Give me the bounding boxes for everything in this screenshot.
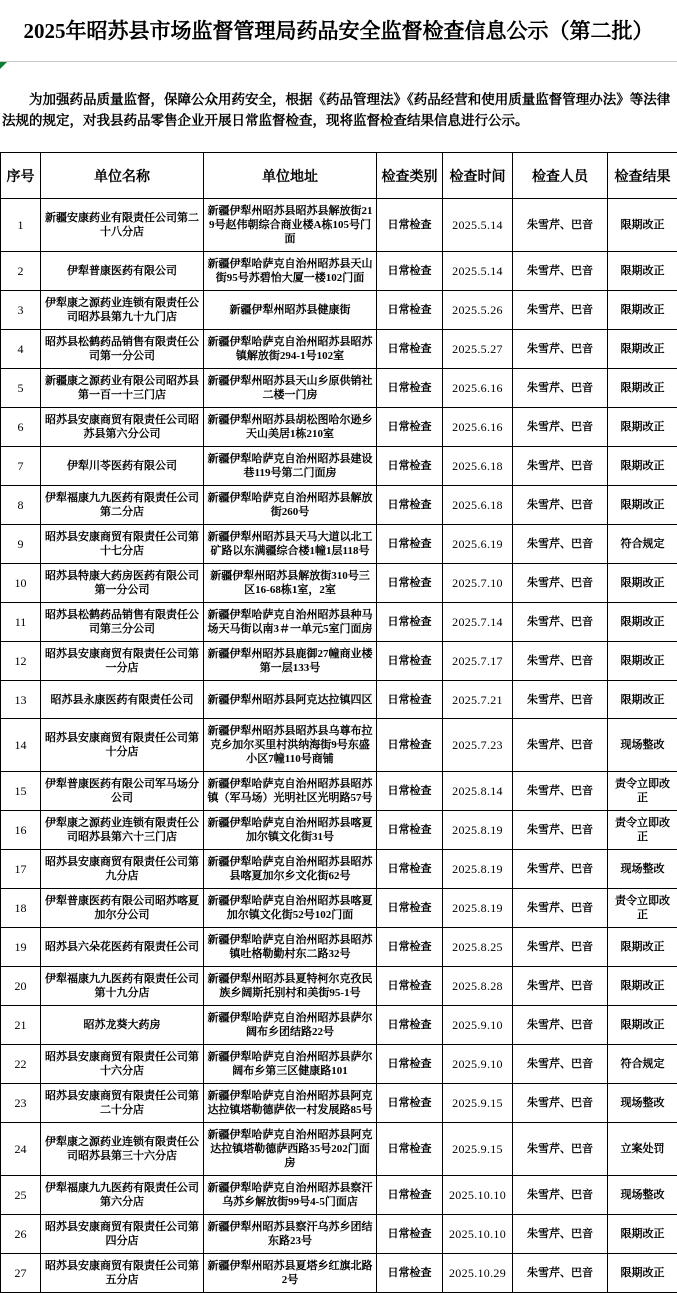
inspection-type-cell: 日常检查: [377, 525, 443, 564]
table-row: [1, 199, 677, 252]
unit-address-cell: 新疆伊犁州昭苏县夏塔乡红旗北路2号: [204, 1254, 377, 1293]
cell-corner-marker-icon: [0, 62, 7, 69]
unit-name-cell: 昭苏县安康商贸有限责任公司第四分店: [41, 1215, 204, 1254]
inspection-date-cell: 2025.9.15: [443, 1123, 513, 1176]
inspectors-cell: 朱雪芹、巴音: [513, 1006, 608, 1045]
inspection-date-cell: 2025.6.16: [443, 408, 513, 447]
unit-name-cell: 伊犁康之源药业连锁有限责任公司昭苏县第九十九门店: [41, 291, 204, 330]
row-index: 17: [1, 850, 41, 889]
row-index: 20: [1, 967, 41, 1006]
row-index: 19: [1, 928, 41, 967]
row-index: 4: [1, 330, 41, 369]
col-header-address: 单位地址: [204, 153, 377, 199]
unit-name-cell: 昭苏县特康大药房医药有限公司第一分公司: [41, 564, 204, 603]
table-row: [1, 408, 677, 447]
inspection-date-cell: 2025.7.21: [443, 681, 513, 719]
inspectors-cell: 朱雪芹、巴音: [513, 719, 608, 772]
table-row: [1, 850, 677, 889]
inspection-date-cell: 2025.8.19: [443, 811, 513, 850]
inspectors-cell: 朱雪芹、巴音: [513, 811, 608, 850]
inspection-result-cell: 责令立即改正: [608, 772, 677, 811]
inspectors-cell: 朱雪芹、巴音: [513, 889, 608, 928]
inspection-result-cell: 责令立即改正: [608, 811, 677, 850]
unit-address-cell: 新疆伊犁州昭苏县察汗乌苏乡团结东路23号: [204, 1215, 377, 1254]
inspection-date-cell: 2025.10.10: [443, 1176, 513, 1215]
inspection-table: [0, 152, 677, 1293]
inspection-result-cell: 限期改正: [608, 369, 677, 408]
inspectors-cell: 朱雪芹、巴音: [513, 1176, 608, 1215]
inspectors-cell: 朱雪芹、巴音: [513, 564, 608, 603]
row-index: 16: [1, 811, 41, 850]
inspectors-cell: 朱雪芹、巴音: [513, 928, 608, 967]
table-row: [1, 1176, 677, 1215]
inspectors-cell: 朱雪芹、巴音: [513, 330, 608, 369]
table-body: [1, 199, 677, 1293]
unit-address-cell: 新疆伊犁州昭苏县天马大道以北工矿路以东满疆综合楼1幢1层118号: [204, 525, 377, 564]
inspectors-cell: 朱雪芹、巴音: [513, 603, 608, 642]
inspection-type-cell: 日常检查: [377, 850, 443, 889]
unit-name-cell: 伊犁康之源药业连锁有限责任公司昭苏县第六十三门店: [41, 811, 204, 850]
inspection-date-cell: 2025.8.19: [443, 889, 513, 928]
unit-name-cell: 伊犁康之源药业连锁有限责任公司昭苏县第三十六分店: [41, 1123, 204, 1176]
table-row: [1, 252, 677, 291]
inspectors-cell: 朱雪芹、巴音: [513, 291, 608, 330]
inspection-type-cell: 日常检查: [377, 603, 443, 642]
inspection-type-cell: 日常检查: [377, 564, 443, 603]
unit-name-cell: 昭苏县松鹤药品销售有限责任公司第三分公司: [41, 603, 204, 642]
inspectors-cell: 朱雪芹、巴音: [513, 1215, 608, 1254]
unit-name-cell: 伊犁普康医药有限公司军马场分公司: [41, 772, 204, 811]
inspection-type-cell: 日常检查: [377, 1215, 443, 1254]
inspection-result-cell: 限期改正: [608, 408, 677, 447]
unit-address-cell: 新疆伊犁哈萨克自治州昭苏县萨尔阔布乡团结路22号: [204, 1006, 377, 1045]
unit-address-cell: 新疆伊犁州昭苏县健康街: [204, 291, 377, 330]
inspection-result-cell: 限期改正: [608, 603, 677, 642]
table-row: [1, 369, 677, 408]
inspectors-cell: 朱雪芹、巴音: [513, 772, 608, 811]
inspection-result-cell: 限期改正: [608, 486, 677, 525]
inspectors-cell: 朱雪芹、巴音: [513, 408, 608, 447]
inspection-result-cell: 现场整改: [608, 850, 677, 889]
row-index: 3: [1, 291, 41, 330]
inspectors-cell: 朱雪芹、巴音: [513, 1123, 608, 1176]
inspectors-cell: 朱雪芹、巴音: [513, 850, 608, 889]
row-index: 6: [1, 408, 41, 447]
table-row: [1, 681, 677, 719]
unit-name-cell: 伊犁福康九九医药有限责任公司第六分店: [41, 1176, 204, 1215]
unit-name-cell: 昭苏县安康商贸有限责任公司第十分店: [41, 719, 204, 772]
unit-name-cell: 昭苏县安康商贸有限责任公司昭苏县第六分公司: [41, 408, 204, 447]
page-title: 2025年昭苏县市场监督管理局药品安全监督检查信息公示（第二批）: [20, 14, 658, 48]
inspection-date-cell: 2025.5.27: [443, 330, 513, 369]
table-row: [1, 291, 677, 330]
inspection-type-cell: 日常检查: [377, 928, 443, 967]
row-index: 24: [1, 1123, 41, 1176]
inspectors-cell: 朱雪芹、巴音: [513, 199, 608, 252]
inspection-result-cell: 现场整改: [608, 719, 677, 772]
unit-name-cell: 昭苏县安康商贸有限责任公司第二十分店: [41, 1084, 204, 1123]
unit-name-cell: 昭苏县安康商贸有限责任公司第九分店: [41, 850, 204, 889]
inspection-type-cell: 日常检查: [377, 447, 443, 486]
inspection-result-cell: 限期改正: [608, 199, 677, 252]
table-row: [1, 1045, 677, 1084]
inspection-date-cell: 2025.5.14: [443, 252, 513, 291]
inspection-result-cell: 限期改正: [608, 291, 677, 330]
table-row: [1, 564, 677, 603]
unit-address-cell: 新疆伊犁哈萨克自治州昭苏县昭苏镇解放街294-1号102室: [204, 330, 377, 369]
inspection-date-cell: 2025.10.10: [443, 1215, 513, 1254]
table-row: [1, 486, 677, 525]
inspection-type-cell: 日常检查: [377, 1045, 443, 1084]
row-index: 22: [1, 1045, 41, 1084]
inspection-type-cell: 日常检查: [377, 811, 443, 850]
inspection-type-cell: 日常检查: [377, 772, 443, 811]
unit-name-cell: 昭苏县安康商贸有限责任公司第十七分店: [41, 525, 204, 564]
table-header-row: [1, 153, 677, 199]
row-index: 26: [1, 1215, 41, 1254]
inspection-type-cell: 日常检查: [377, 369, 443, 408]
row-index: 23: [1, 1084, 41, 1123]
inspection-result-cell: 符合规定: [608, 525, 677, 564]
unit-address-cell: 新疆伊犁哈萨克自治州昭苏县种马场天马街以南3＃一单元5室门面房: [204, 603, 377, 642]
col-header-unit-name: 单位名称: [41, 153, 204, 199]
inspection-result-cell: 立案处罚: [608, 1123, 677, 1176]
unit-address-cell: 新疆伊犁哈萨克自治州昭苏县天山街95号苏碧怡大厦一楼102门面: [204, 252, 377, 291]
inspectors-cell: 朱雪芹、巴音: [513, 525, 608, 564]
inspection-type-cell: 日常检查: [377, 1176, 443, 1215]
inspection-type-cell: 日常检查: [377, 681, 443, 719]
inspection-type-cell: 日常检查: [377, 408, 443, 447]
table-row: [1, 1215, 677, 1254]
unit-address-cell: 新疆伊犁哈萨克自治州昭苏县喀夏加尔镇文化街52号102门面: [204, 889, 377, 928]
col-header-inspectors: 检查人员: [513, 153, 608, 199]
inspection-result-cell: 限期改正: [608, 967, 677, 1006]
unit-address-cell: 新疆伊犁哈萨克自治州昭苏县萨尔阔布乡第三区健康路101: [204, 1045, 377, 1084]
intro-paragraph: 为加强药品质量监督，保障公众用药安全，根据《药品管理法》《药品经营和使用质量监督管理办法》等法律法规的规定，对我县药品零售企业开展日常监督检查，现将监督检查结果信息进行公示。: [0, 76, 677, 139]
inspection-date-cell: 2025.8.28: [443, 967, 513, 1006]
row-index: 12: [1, 642, 41, 681]
inspection-date-cell: 2025.9.10: [443, 1006, 513, 1045]
unit-address-cell: 新疆伊犁哈萨克自治州昭苏县察汗乌苏乡解放街99号4-5门面店: [204, 1176, 377, 1215]
row-index: 25: [1, 1176, 41, 1215]
inspection-type-cell: 日常检查: [377, 1254, 443, 1293]
unit-address-cell: 新疆伊犁哈萨克自治州昭苏县昭苏镇吐格勒勤村东二路32号: [204, 928, 377, 967]
unit-address-cell: 新疆伊犁哈萨克自治州昭苏县昭苏镇（军马场）光明社区光明路57号: [204, 772, 377, 811]
unit-name-cell: 昭苏县松鹤药品销售有限责任公司第一分公司: [41, 330, 204, 369]
inspection-type-cell: 日常检查: [377, 642, 443, 681]
inspectors-cell: 朱雪芹、巴音: [513, 486, 608, 525]
row-index: 18: [1, 889, 41, 928]
table-row: [1, 642, 677, 681]
inspectors-cell: 朱雪芹、巴音: [513, 642, 608, 681]
table-row: [1, 1123, 677, 1176]
table-row: [1, 1254, 677, 1293]
unit-address-cell: 新疆伊犁哈萨克自治州昭苏县昭苏县喀夏加尔乡文化街62号: [204, 850, 377, 889]
row-index: 2: [1, 252, 41, 291]
inspection-type-cell: 日常检查: [377, 1084, 443, 1123]
inspection-date-cell: 2025.7.10: [443, 564, 513, 603]
unit-name-cell: 昭苏县安康商贸有限责任公司第十六分店: [41, 1045, 204, 1084]
inspection-date-cell: 2025.7.14: [443, 603, 513, 642]
inspection-date-cell: 2025.6.16: [443, 369, 513, 408]
unit-name-cell: 新疆安康药业有限责任公司第二十八分店: [41, 199, 204, 252]
inspection-result-cell: 限期改正: [608, 1215, 677, 1254]
unit-address-cell: 新疆伊犁州昭苏县天山乡原供销社二楼一门房: [204, 369, 377, 408]
inspection-type-cell: 日常检查: [377, 719, 443, 772]
inspection-date-cell: 2025.9.10: [443, 1045, 513, 1084]
table-row: [1, 719, 677, 772]
inspectors-cell: 朱雪芹、巴音: [513, 369, 608, 408]
inspection-type-cell: 日常检查: [377, 889, 443, 928]
inspection-type-cell: 日常检查: [377, 291, 443, 330]
inspection-type-cell: 日常检查: [377, 967, 443, 1006]
unit-name-cell: 伊犁福康九九医药有限责任公司第二分店: [41, 486, 204, 525]
inspectors-cell: 朱雪芹、巴音: [513, 447, 608, 486]
table-row: [1, 928, 677, 967]
inspection-result-cell: 限期改正: [608, 1254, 677, 1293]
unit-name-cell: 伊犁普康医药有限公司昭苏喀夏加尔分公司: [41, 889, 204, 928]
inspection-date-cell: 2025.5.26: [443, 291, 513, 330]
unit-address-cell: 新疆伊犁州昭苏县阿克达拉镇四区: [204, 681, 377, 719]
unit-address-cell: 新疆伊犁哈萨克自治州昭苏县解放街260号: [204, 486, 377, 525]
unit-name-cell: 新疆康之源药业有限公司昭苏县第一百一十三门店: [41, 369, 204, 408]
inspection-result-cell: 符合规定: [608, 1045, 677, 1084]
inspection-result-cell: 现场整改: [608, 1084, 677, 1123]
inspection-result-cell: 限期改正: [608, 1006, 677, 1045]
inspection-result-cell: 限期改正: [608, 642, 677, 681]
inspection-type-cell: 日常检查: [377, 199, 443, 252]
col-header-result: 检查结果: [608, 153, 677, 199]
inspection-type-cell: 日常检查: [377, 486, 443, 525]
inspection-date-cell: 2025.10.29: [443, 1254, 513, 1293]
unit-name-cell: 伊犁福康九九医药有限责任公司第十九分店: [41, 967, 204, 1006]
row-index: 27: [1, 1254, 41, 1293]
unit-name-cell: 昭苏龙葵大药房: [41, 1006, 204, 1045]
row-index: 5: [1, 369, 41, 408]
inspection-date-cell: 2025.6.18: [443, 447, 513, 486]
inspection-date-cell: 2025.9.15: [443, 1084, 513, 1123]
unit-address-cell: 新疆伊犁哈萨克自治州昭苏县阿克达拉镇塔勒德萨西路35号202门面房: [204, 1123, 377, 1176]
inspection-date-cell: 2025.5.14: [443, 199, 513, 252]
row-index: 13: [1, 681, 41, 719]
inspection-result-cell: 限期改正: [608, 447, 677, 486]
unit-address-cell: 新疆伊犁州昭苏县胡松图哈尔逊乡天山美居1栋210室: [204, 408, 377, 447]
inspection-date-cell: 2025.6.18: [443, 486, 513, 525]
table-row: [1, 811, 677, 850]
table-row: [1, 772, 677, 811]
inspectors-cell: 朱雪芹、巴音: [513, 1045, 608, 1084]
row-index: 9: [1, 525, 41, 564]
table-row: [1, 603, 677, 642]
table-row: [1, 330, 677, 369]
inspection-type-cell: 日常检查: [377, 1123, 443, 1176]
inspection-result-cell: 限期改正: [608, 681, 677, 719]
col-header-type: 检查类别: [377, 153, 443, 199]
row-index: 11: [1, 603, 41, 642]
inspection-result-cell: 责令立即改正: [608, 889, 677, 928]
table-row: [1, 1006, 677, 1045]
unit-name-cell: 昭苏县安康商贸有限责任公司第五分店: [41, 1254, 204, 1293]
unit-address-cell: 新疆伊犁哈萨克自治州昭苏县建设巷119号第二门面房: [204, 447, 377, 486]
inspection-type-cell: 日常检查: [377, 1006, 443, 1045]
inspection-result-cell: 限期改正: [608, 330, 677, 369]
table-row: [1, 889, 677, 928]
inspection-date-cell: 2025.7.17: [443, 642, 513, 681]
row-index: 7: [1, 447, 41, 486]
unit-name-cell: 昭苏县六朵花医药有限责任公司: [41, 928, 204, 967]
unit-address-cell: 新疆伊犁州昭苏县夏特柯尔克孜民族乡阔斯托别村和美街95-1号: [204, 967, 377, 1006]
row-index: 8: [1, 486, 41, 525]
unit-name-cell: 昭苏县永康医药有限责任公司: [41, 681, 204, 719]
row-index: 15: [1, 772, 41, 811]
inspection-result-cell: 限期改正: [608, 564, 677, 603]
inspection-date-cell: 2025.8.19: [443, 850, 513, 889]
row-index: 10: [1, 564, 41, 603]
unit-address-cell: 新疆伊犁哈萨克自治州昭苏县阿克达拉镇塔勒德萨依一村发展路85号: [204, 1084, 377, 1123]
inspection-date-cell: 2025.8.14: [443, 772, 513, 811]
unit-address-cell: 新疆伊犁哈萨克自治州昭苏县喀夏加尔镇文化街31号: [204, 811, 377, 850]
inspection-date-cell: 2025.6.19: [443, 525, 513, 564]
row-index: 1: [1, 199, 41, 252]
unit-address-cell: 新疆伊犁州昭苏县鹿御27幢商业楼第一层133号: [204, 642, 377, 681]
inspection-date-cell: 2025.8.25: [443, 928, 513, 967]
unit-address-cell: 新疆伊犁州昭苏县昭苏县乌尊布拉克乡加尔买里村洪纳海街9号东盛小区7幢110号商铺: [204, 719, 377, 772]
title-block: [0, 0, 677, 62]
inspection-result-cell: 限期改正: [608, 928, 677, 967]
inspection-type-cell: 日常检查: [377, 252, 443, 291]
row-index: 14: [1, 719, 41, 772]
unit-name-cell: 昭苏县安康商贸有限责任公司第一分店: [41, 642, 204, 681]
inspection-type-cell: 日常检查: [377, 330, 443, 369]
inspectors-cell: 朱雪芹、巴音: [513, 1254, 608, 1293]
unit-address-cell: 新疆伊犁州昭苏县昭苏县解放街219号赵伟朝综合商业楼A栋105号门面: [204, 199, 377, 252]
col-header-index: 序号: [1, 153, 41, 199]
inspectors-cell: 朱雪芹、巴音: [513, 681, 608, 719]
inspectors-cell: 朱雪芹、巴音: [513, 967, 608, 1006]
table-row: [1, 447, 677, 486]
unit-address-cell: 新疆伊犁州昭苏县解放街310号三区16-68栋1室，2室: [204, 564, 377, 603]
table-row: [1, 525, 677, 564]
inspection-date-cell: 2025.7.23: [443, 719, 513, 772]
unit-name-cell: 伊犁普康医药有限公司: [41, 252, 204, 291]
inspectors-cell: 朱雪芹、巴音: [513, 252, 608, 291]
inspectors-cell: 朱雪芹、巴音: [513, 1084, 608, 1123]
row-index: 21: [1, 1006, 41, 1045]
table-row: [1, 1084, 677, 1123]
table-row: [1, 967, 677, 1006]
col-header-date: 检查时间: [443, 153, 513, 199]
unit-name-cell: 伊犁川苓医药有限公司: [41, 447, 204, 486]
inspection-result-cell: 现场整改: [608, 1176, 677, 1215]
inspection-result-cell: 限期改正: [608, 252, 677, 291]
